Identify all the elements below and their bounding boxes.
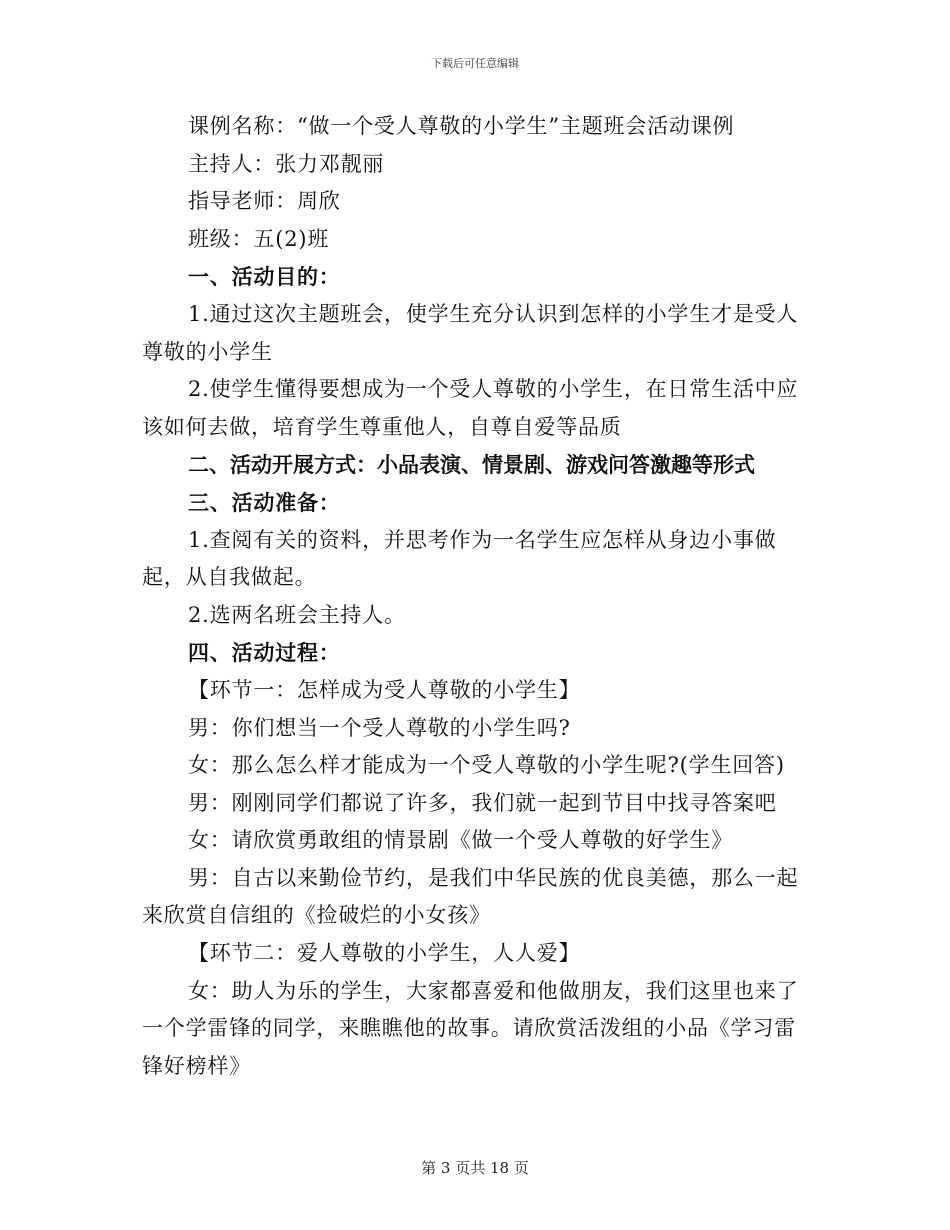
section-heading-goals: 一、活动目的： [188, 264, 341, 290]
stage-2-heading: 【环节二：爱人尊敬的小学生，人人爱】 [188, 941, 581, 966]
prep-1-paragraph: 1.查阅有关的资料，并思考作为一名学生应怎样从身边小事做起，从自我做起。 [142, 527, 777, 590]
lesson-title-line: 课例名称：“做一个受人尊敬的小学生”主题班会活动课例 [188, 114, 735, 138]
stage-1-heading: 【环节一：怎样成为受人尊敬的小学生】 [188, 677, 581, 702]
host-line: 主持人：张力邓靓丽 [188, 151, 385, 176]
page-footer: 第 3 页共 18 页 [421, 1159, 529, 1177]
document-body [142, 108, 807, 1085]
section-heading-preparation: 三、活动准备： [188, 489, 341, 515]
dialogue-line: 女：那么怎么样才能成为一个受人尊敬的小学生呢?(学生回答) [188, 753, 785, 778]
goal-2-paragraph: 2.使学生懂得要想成为一个受人尊敬的小学生，在日常生活中应该如何去做，培育学生尊重他人，自尊自爱等品质 [142, 377, 799, 439]
dialogue-line: 男：自古以来勤俭节约，是我们中华民族的优良美德，那么一起来欣赏自信组的《捡破烂的小女孩》 [142, 865, 799, 928]
dialogue-line: 男：刚刚同学们都说了许多，我们就一起到节目中找寻答案吧 [188, 790, 777, 815]
prep-2-paragraph: 2.选两名班会主持人。 [188, 602, 406, 627]
goal-1-paragraph: 1.通过这次主题班会，使学生充分认识到怎样的小学生才是受人尊敬的小学生 [142, 301, 799, 364]
class-line: 班级：五(2)班 [188, 226, 330, 251]
dialogue-line: 女：助人为乐的学生，大家都喜爱和他做朋友，我们这里也来了一个学雷锋的同学，来瞧瞧他的故事。请欣赏活泼组的小品《学习雷锋好榜样》 [142, 978, 799, 1078]
dialogue-line: 男：你们想当一个受人尊敬的小学生吗? [188, 715, 571, 740]
section-heading-process: 四、活动过程： [188, 640, 341, 666]
page-header: 下载后可任意编辑 [431, 57, 519, 70]
section-heading-format: 二、活动开展方式：小品表演、情景剧、游戏问答激趣等形式 [188, 452, 755, 478]
dialogue-line: 女：请欣赏勇敢组的情景剧《做一个受人尊敬的好学生》 [188, 828, 733, 853]
teacher-line: 指导老师：周欣 [188, 189, 341, 214]
